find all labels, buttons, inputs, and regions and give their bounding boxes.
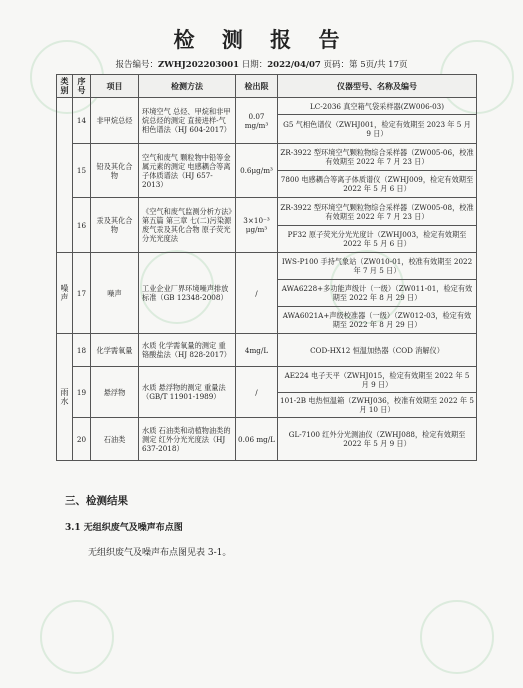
row-number: 20 bbox=[73, 418, 91, 461]
table-header-row bbox=[57, 75, 477, 98]
page-title: 检 测 报 告 bbox=[173, 28, 350, 52]
section-heading: 三、检测结果 bbox=[65, 495, 128, 507]
page-indicator: 页码：第 5页/共 17页 bbox=[323, 60, 408, 70]
row-instrument: COD-HX12 恒温加热器（COD 消解仪） bbox=[278, 334, 477, 367]
row-item: 石油类 bbox=[91, 418, 139, 461]
row-item: 非甲烷总烃 bbox=[91, 98, 139, 144]
row-instrument: ZR-3922 型环境空气颗粒物综合采样器（ZW005-08，校准有效期至 2022 年 7 月 23 日） bbox=[278, 198, 477, 226]
row-instrument: PF32 原子荧光分光光度计（ZWHJ003，检定有效期至 2022 年 5 月 6 日） bbox=[278, 226, 477, 253]
row-limit: 3×10⁻³ μg/m³ bbox=[236, 198, 278, 253]
row-instrument: AE224 电子天平（ZWHJ015，检定有效期至 2022 年 5 月 9 日） bbox=[278, 367, 477, 393]
table-row bbox=[57, 418, 477, 461]
row-item: 铅及其化合物 bbox=[91, 144, 139, 198]
table-row bbox=[57, 253, 477, 280]
table-row bbox=[57, 198, 477, 226]
row-number: 18 bbox=[73, 334, 91, 367]
col-category: 类别 bbox=[57, 75, 73, 98]
report-number: ZWHJ202203001 bbox=[158, 60, 240, 70]
row-instrument: G5 气相色谱仪（ZWHJ001，检定有效期至 2023 年 5 月 9 日） bbox=[278, 115, 477, 144]
col-number: 序号 bbox=[73, 75, 91, 98]
report-meta: 报告编号：ZWHJ202203001 日期：2022/04/07 页码：第 5页/共 17页 bbox=[115, 60, 408, 70]
row-item: 汞及其化合物 bbox=[91, 198, 139, 253]
row-limit: / bbox=[236, 253, 278, 334]
row-method: 空气和废气 颗粒物中铅等金属元素的测定 电感耦合等离子体质谱法（HJ 657-2013） bbox=[139, 144, 236, 198]
col-limit: 检出限 bbox=[236, 75, 278, 98]
row-number: 16 bbox=[73, 198, 91, 253]
col-method: 检测方法 bbox=[139, 75, 236, 98]
watermark-seal bbox=[420, 600, 494, 674]
category-cell: 雨水 bbox=[57, 334, 73, 461]
row-number: 15 bbox=[73, 144, 91, 198]
row-instrument: 7800 电感耦合等离子体质谱仪（ZWHJ009，检定有效期至 2022 年 5 月 6 日） bbox=[278, 171, 477, 198]
report-date: 2022/04/07 bbox=[267, 60, 321, 70]
table-row bbox=[57, 334, 477, 367]
row-number: 17 bbox=[73, 253, 91, 334]
row-number: 14 bbox=[73, 98, 91, 144]
row-number: 19 bbox=[73, 367, 91, 418]
row-instrument: AWA6021A+声级校准器（一级）（ZW012-03，检定有效期至 2022 年 8 月 29 日） bbox=[278, 307, 477, 334]
row-method: 《空气和废气监测分析方法》第五篇 第三章 七(二)污染源废气汞及其化合物 原子荧光分光光度法 bbox=[139, 198, 236, 253]
category-cell bbox=[57, 98, 73, 253]
row-instrument: IWS-P100 手持气象站（ZW010-01，校准有效期至 2022 年 7 月 5 日） bbox=[278, 253, 477, 280]
row-method: 水质 石油类和动植物油类的测定 红外分光光度法（HJ 637-2018） bbox=[139, 418, 236, 461]
row-limit: 4mg/L bbox=[236, 334, 278, 367]
row-instrument: 101-2B 电热恒温箱（ZWHJ036，校准有效期至 2022 年 5 月 10 日） bbox=[278, 393, 477, 418]
row-method: 水质 化学需氧量的测定 重铬酸盐法（HJ 828-2017） bbox=[139, 334, 236, 367]
row-limit: 0.06 mg/L bbox=[236, 418, 278, 461]
table-row bbox=[57, 144, 477, 171]
row-item: 化学需氧量 bbox=[91, 334, 139, 367]
row-limit: 0.07 mg/m³ bbox=[236, 98, 278, 144]
row-method: 水质 悬浮物的测定 重量法（GB/T 11901-1989） bbox=[139, 367, 236, 418]
table-row bbox=[57, 367, 477, 393]
col-instrument: 仪器型号、名称及编号 bbox=[278, 75, 477, 98]
row-instrument: ZR-3922 型环境空气颗粒物综合采样器（ZW005-06，校准有效期至 2022 年 7 月 23 日） bbox=[278, 144, 477, 171]
row-method: 工业企业厂界环境噪声排放标准（GB 12348-2008） bbox=[139, 253, 236, 334]
subsection-heading: 3.1 无组织废气及噪声布点图 bbox=[65, 523, 183, 533]
row-item: 噪声 bbox=[91, 253, 139, 334]
row-instrument: AWA6228+多功能声级计（一级）（ZW011-01，检定有效期至 2022 年 8 月 29 日） bbox=[278, 280, 477, 307]
watermark-seal bbox=[40, 600, 114, 674]
col-item: 项目 bbox=[91, 75, 139, 98]
row-instrument: GL-7100 红外分光测油仪（ZWHJ088，检定有效期至 2022 年 5 月 9 日） bbox=[278, 418, 477, 461]
row-method: 环境空气 总烃、甲烷和非甲烷总烃的测定 直接进样-气相色谱法（HJ 604-2017） bbox=[139, 98, 236, 144]
section-paragraph: 无组织废气及噪声布点图见表 3-1。 bbox=[88, 548, 232, 558]
instrument-table bbox=[56, 74, 477, 461]
row-item: 悬浮物 bbox=[91, 367, 139, 418]
row-limit: 0.6μg/m³ bbox=[236, 144, 278, 198]
row-limit: / bbox=[236, 367, 278, 418]
row-instrument: LC-2036 真空箱气袋采样器(ZW006-03) bbox=[278, 98, 477, 115]
category-cell: 噪声 bbox=[57, 253, 73, 334]
table-row bbox=[57, 98, 477, 115]
